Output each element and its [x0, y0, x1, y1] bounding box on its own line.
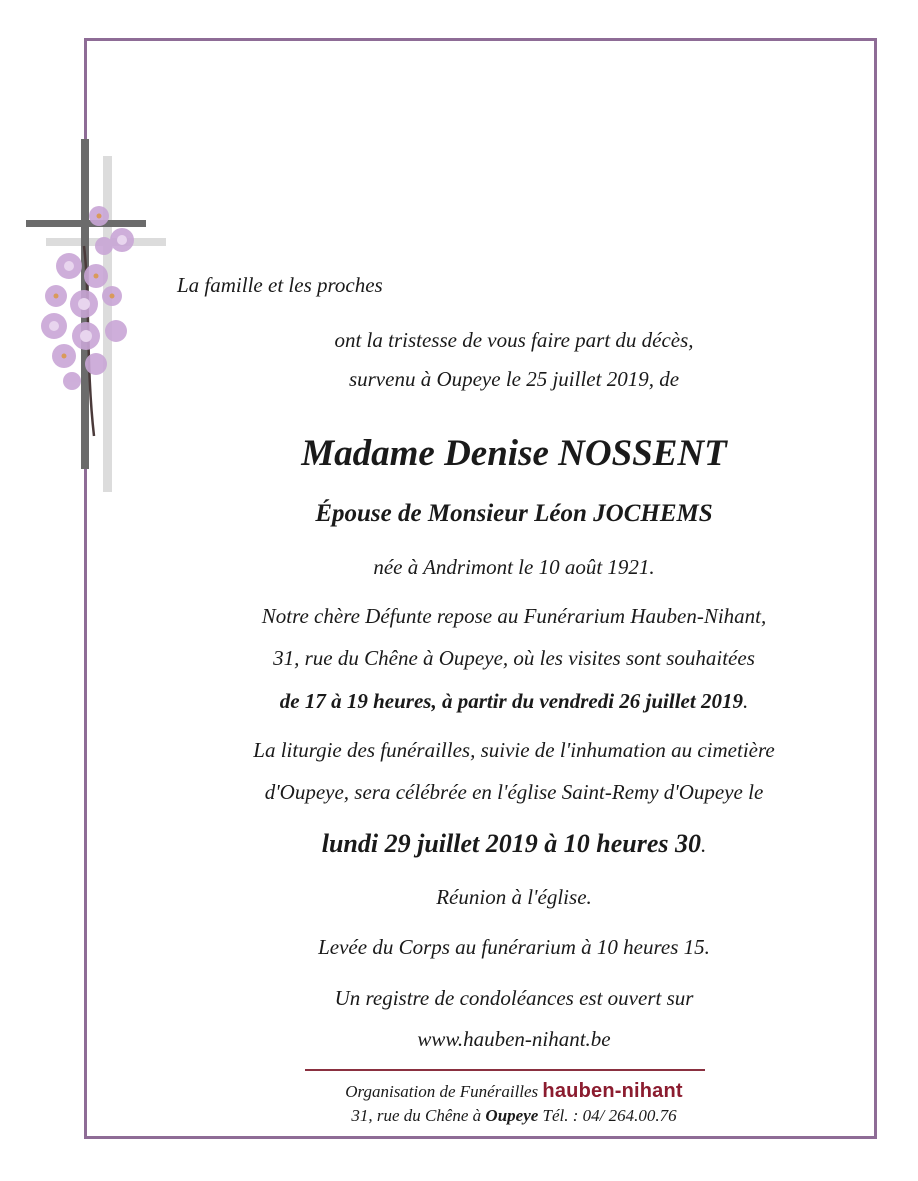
page-border [84, 38, 877, 1139]
footer-phone: Tél. : 04/ 264.00.76 [542, 1106, 677, 1125]
ceremony-line [55, 829, 918, 859]
announcement-line-1: ont la tristesse de vous faire part du décès, [334, 328, 694, 352]
registry-line: Un registre de condoléances est ouvert sur [334, 986, 694, 1010]
footer-org-line [55, 1080, 918, 1103]
deceased-name: Madame Denise NOSSENT [301, 433, 727, 474]
spouse-line: Épouse de Monsieur Léon JOCHEMS [315, 500, 713, 527]
ceremony-period: . [700, 833, 707, 857]
ceremony-datetime: lundi 29 juillet 2019 à 10 heures 30 [321, 829, 701, 858]
footer-org-prefix: Organisation de Funérailles [345, 1082, 539, 1101]
liturgy-line-2: d'Oupeye, sera célébrée en l'église Saint-Remy d'Oupeye le [264, 780, 764, 804]
visits-hours: de 17 à 19 heures, à partir du vendredi 26 juillet 2019 [279, 689, 743, 713]
footer-address-city: Oupeye [485, 1106, 539, 1125]
brand-logo: hauben-nihant [542, 1080, 683, 1102]
footer-address-line [55, 1106, 918, 1126]
visits-line [55, 689, 918, 714]
footer-address-prefix: 31, rue du Chêne à [351, 1106, 482, 1125]
announcement-line-2: survenu à Oupeye le 25 juillet 2019, de [348, 367, 680, 391]
footer-divider [305, 1069, 705, 1071]
meeting-line: Réunion à l'église. [436, 885, 592, 909]
birth-line: née à Andrimont le 10 août 1921. [373, 555, 655, 579]
rest-line-1: Notre chère Défunte repose au Funérarium Hauben-Nihant, [261, 604, 767, 628]
levee-line: Levée du Corps au funérarium à 10 heures 15. [318, 935, 710, 959]
rest-line-2: 31, rue du Chêne à Oupeye, où les visites sont souhaitées [273, 646, 755, 670]
intro-text: La famille et les proches [177, 273, 383, 297]
visits-period: . [742, 689, 749, 713]
website-link[interactable]: www.hauben-nihant.be [417, 1027, 611, 1051]
liturgy-line-1: La liturgie des funérailles, suivie de l'inhumation au cimetière [253, 738, 775, 762]
